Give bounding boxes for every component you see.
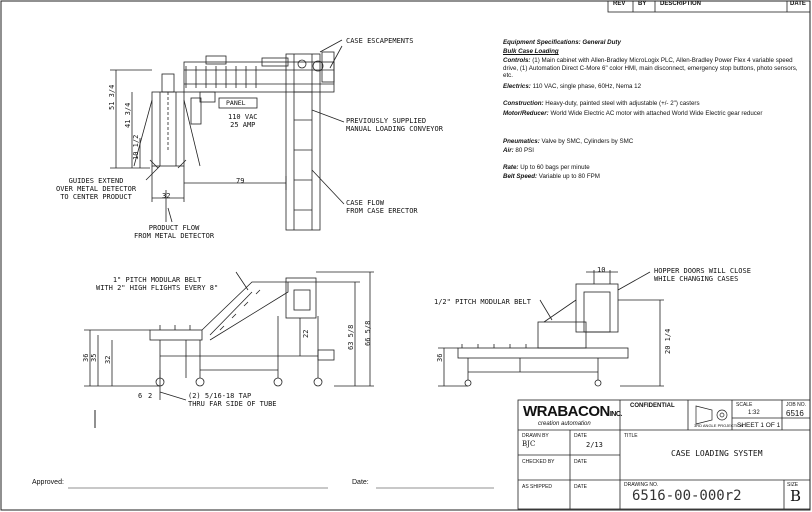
dim-22: 22	[302, 329, 310, 338]
date-header: DATE	[790, 1, 806, 7]
dim-32-left: 32	[104, 355, 112, 364]
dim-79: 79	[236, 177, 245, 185]
top-view	[110, 40, 344, 230]
spec-pneumatics: Pneumatics: Valve by SMC, Cylinders by SMC	[503, 138, 634, 145]
side-view-right	[438, 270, 664, 386]
callout-panel: PANEL	[226, 99, 246, 107]
scale-value: 1:32	[748, 410, 760, 416]
spec-motor: Motor/Reducer: World Wide Electric AC motor with attached World Wide Electric gear reducer	[503, 110, 763, 117]
confidential-label: CONFIDENTIAL	[630, 403, 675, 409]
spec-rate: Rate: Up to 60 bags per minute	[503, 164, 590, 171]
checked-by-label: CHECKED BY	[522, 459, 555, 465]
dim-10: 10	[597, 266, 606, 274]
drawing-no-label: DRAWING NO.	[624, 482, 659, 488]
checked-date-label: DATE	[574, 459, 587, 465]
callout-product-flow: PRODUCT FLOW FROM METAL DETECTOR	[134, 224, 215, 240]
rev-header: REV	[613, 1, 626, 7]
spec-belt-speed: Belt Speed: Variable up to 80 FPM	[503, 173, 600, 180]
company-logo: WRABACONINC.	[523, 403, 622, 420]
scale-label: SCALE	[736, 402, 753, 408]
drawn-date-label: DATE	[574, 433, 587, 439]
dim-20-1-4: 20 1/4	[664, 328, 672, 354]
drawing-number: 6516-00-000r2	[632, 488, 742, 504]
dim-6: 6	[138, 392, 143, 400]
dim-41-3-4: 41 3/4	[124, 102, 132, 128]
size-label: SIZE	[787, 482, 799, 488]
as-shipped-label: AS SHIPPED	[522, 484, 553, 490]
approval-date-label: Date:	[352, 479, 369, 486]
dim-66-5-8: 66 5/8	[364, 320, 372, 346]
by-header: BY	[638, 1, 647, 7]
spec-subheading: Bulk Case Loading	[503, 48, 559, 55]
drawing-title: CASE LOADING SYSTEM	[671, 449, 763, 458]
drawn-by-value: BJC	[522, 440, 536, 448]
dim-35: 35	[90, 353, 98, 362]
spec-construction: Construction: Heavy-duty, painted steel with adjustable (+/- 2") casters	[503, 100, 700, 107]
dim-2: 2	[148, 392, 153, 400]
spec-electrics: Electrics: 110 VAC, single phase, 60Hz, Nema 12	[503, 83, 642, 90]
callout-hopper-doors: HOPPER DOORS WILL CLOSE WHILE CHANGING CASES	[654, 267, 751, 283]
sheet-size: B	[790, 487, 802, 505]
description-header: DESCRIPTION	[660, 1, 702, 7]
callout-case-flow: CASE FLOW FROM CASE ERECTOR	[346, 199, 418, 215]
dim-10-1-2: 10 1/2	[132, 134, 140, 160]
projection-label: 3RD ANGLE PROJECTION	[694, 423, 744, 428]
spec-heading: Equipment Specifications: General Duty	[503, 39, 621, 46]
shipped-date-label: DATE	[574, 484, 587, 490]
dim-51-3-4: 51 3/4	[108, 84, 116, 110]
dim-63-5-8: 63 5/8	[347, 324, 355, 350]
title-label: TITLE	[624, 433, 638, 439]
sheet-count: SHEET 1 OF 1	[737, 422, 781, 429]
callout-guides-extend: GUIDES EXTEND OVER METAL DETECTOR TO CENTER PRODUCT	[56, 177, 137, 201]
spec-air: Air: 80 PSI	[503, 147, 534, 154]
approved-label: Approved:	[32, 479, 64, 486]
job-value: 6516	[786, 409, 804, 418]
drawn-by-label: DRAWN BY	[522, 433, 549, 439]
projection-symbol-icon	[696, 406, 727, 424]
callout-power: 110 VAC 25 AMP	[228, 113, 258, 129]
callout-half-inch-belt: 1/2" PITCH MODULAR BELT	[434, 298, 531, 306]
callout-modular-belt: 1" PITCH MODULAR BELT WITH 2" HIGH FLIGHTS EVERY 8"	[96, 276, 219, 292]
callout-case-escapements: CASE ESCAPEMENTS	[346, 37, 414, 45]
job-label: JOB NO.	[786, 402, 807, 408]
dim-32-top: 32	[162, 192, 171, 200]
callout-tap: (2) 5/16-18 TAP THRU FAR SIDE OF TUBE	[188, 392, 277, 408]
spec-controls: Controls: (1) Main cabinet with Allen-Bradley MicroLogix PLC, Allen-Bradley Power Flex 4 variable speed drive, (1) Automation Direct C-More 6" color HMI, main disconnect, emergency stop buttons, photo sensors, etc.	[503, 57, 798, 80]
dim-36-right: 36	[436, 353, 444, 362]
drawn-date-value: 2/13	[586, 441, 603, 449]
dim-36-left: 36	[82, 353, 90, 362]
company-tagline: creation automation	[538, 421, 591, 427]
callout-previously-supplied: PREVIOUSLY SUPPLIED MANUAL LOADING CONVEYOR	[346, 117, 443, 133]
